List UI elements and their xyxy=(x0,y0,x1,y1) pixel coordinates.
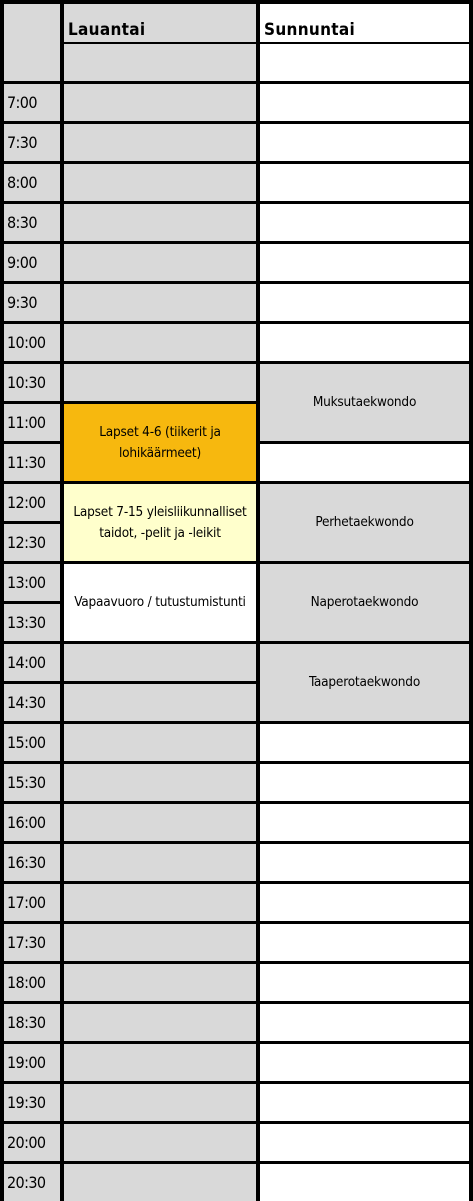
saturday-slot-cell xyxy=(64,844,256,881)
sunday-slot-cell xyxy=(260,724,469,761)
time-label: 11:30 xyxy=(4,444,60,481)
time-label: 9:30 xyxy=(4,284,60,321)
sunday-slot-cell xyxy=(260,804,469,841)
saturday-slot-cell xyxy=(64,44,256,81)
sunday-slot-cell xyxy=(260,1124,469,1161)
time-label: 14:00 xyxy=(4,644,60,681)
saturday-slot-cell xyxy=(64,764,256,801)
saturday-slot-cell xyxy=(64,1084,256,1121)
time-label: 19:00 xyxy=(4,1044,60,1081)
time-label: 20:00 xyxy=(4,1124,60,1161)
saturday-slot-cell xyxy=(64,1164,256,1201)
saturday-event-block: Lapset 4-6 (tiikerit ja lohikäärmeet) xyxy=(64,404,256,481)
time-label: 18:30 xyxy=(4,1004,60,1041)
sunday-event-block: Naperotaekwondo xyxy=(260,564,469,641)
saturday-slot-cell xyxy=(64,804,256,841)
sunday-slot-cell xyxy=(260,284,469,321)
time-label: 17:00 xyxy=(4,884,60,921)
sunday-slot-cell xyxy=(260,44,469,81)
time-label: 12:00 xyxy=(4,484,60,521)
saturday-slot-cell xyxy=(64,684,256,721)
sunday-slot-cell xyxy=(260,324,469,361)
saturday-slot-cell xyxy=(64,644,256,681)
time-label: 14:30 xyxy=(4,684,60,721)
time-label: 10:30 xyxy=(4,364,60,401)
saturday-slot-cell xyxy=(64,964,256,1001)
sunday-slot-cell xyxy=(260,164,469,201)
sunday-slot-cell xyxy=(260,444,469,481)
day-header-saturday: Lauantai xyxy=(64,4,256,42)
sunday-event-block: Taaperotaekwondo xyxy=(260,644,469,721)
time-label: 15:00 xyxy=(4,724,60,761)
sunday-slot-cell xyxy=(260,124,469,161)
saturday-slot-cell xyxy=(64,1004,256,1041)
time-label: 16:30 xyxy=(4,844,60,881)
sunday-slot-cell xyxy=(260,924,469,961)
time-label: 19:30 xyxy=(4,1084,60,1121)
time-label: 20:30 xyxy=(4,1164,60,1201)
saturday-slot-cell xyxy=(64,364,256,401)
sunday-slot-cell xyxy=(260,844,469,881)
saturday-slot-cell xyxy=(64,124,256,161)
time-label: 10:00 xyxy=(4,324,60,361)
saturday-slot-cell xyxy=(64,724,256,761)
time-label: 17:30 xyxy=(4,924,60,961)
time-label: 12:30 xyxy=(4,524,60,561)
sunday-slot-cell xyxy=(260,1084,469,1121)
sunday-event-block: Perhetaekwondo xyxy=(260,484,469,561)
day-header-sunday: Sunnuntai xyxy=(260,4,469,42)
saturday-slot-cell xyxy=(64,204,256,241)
sunday-slot-cell xyxy=(260,244,469,281)
sunday-slot-cell xyxy=(260,764,469,801)
time-label: 16:00 xyxy=(4,804,60,841)
sunday-slot-cell xyxy=(260,1044,469,1081)
time-label: 18:00 xyxy=(4,964,60,1001)
time-label: 13:00 xyxy=(4,564,60,601)
saturday-slot-cell xyxy=(64,84,256,121)
time-label: 7:30 xyxy=(4,124,60,161)
saturday-slot-cell xyxy=(64,244,256,281)
corner-cell xyxy=(4,4,60,81)
sunday-slot-cell xyxy=(260,964,469,1001)
sunday-slot-cell xyxy=(260,84,469,121)
saturday-slot-cell xyxy=(64,164,256,201)
saturday-event-block: Vapaavuoro / tutustumistunti xyxy=(64,564,256,641)
time-label: 7:00 xyxy=(4,84,60,121)
time-label: 11:00 xyxy=(4,404,60,441)
time-label: 13:30 xyxy=(4,604,60,641)
saturday-slot-cell xyxy=(64,284,256,321)
time-label: 15:30 xyxy=(4,764,60,801)
time-label: 8:30 xyxy=(4,204,60,241)
sunday-slot-cell xyxy=(260,1164,469,1201)
sunday-slot-cell xyxy=(260,1004,469,1041)
sunday-event-block: Muksutaekwondo xyxy=(260,364,469,441)
saturday-slot-cell xyxy=(64,884,256,921)
sunday-slot-cell xyxy=(260,884,469,921)
saturday-slot-cell xyxy=(64,1124,256,1161)
time-label: 9:00 xyxy=(4,244,60,281)
saturday-slot-cell xyxy=(64,324,256,361)
saturday-slot-cell xyxy=(64,924,256,961)
saturday-slot-cell xyxy=(64,1044,256,1081)
sunday-slot-cell xyxy=(260,204,469,241)
saturday-event-block: Lapset 7-15 yleisliikunnalliset taidot, -pelit ja -leikit xyxy=(64,484,256,561)
time-label: 8:00 xyxy=(4,164,60,201)
